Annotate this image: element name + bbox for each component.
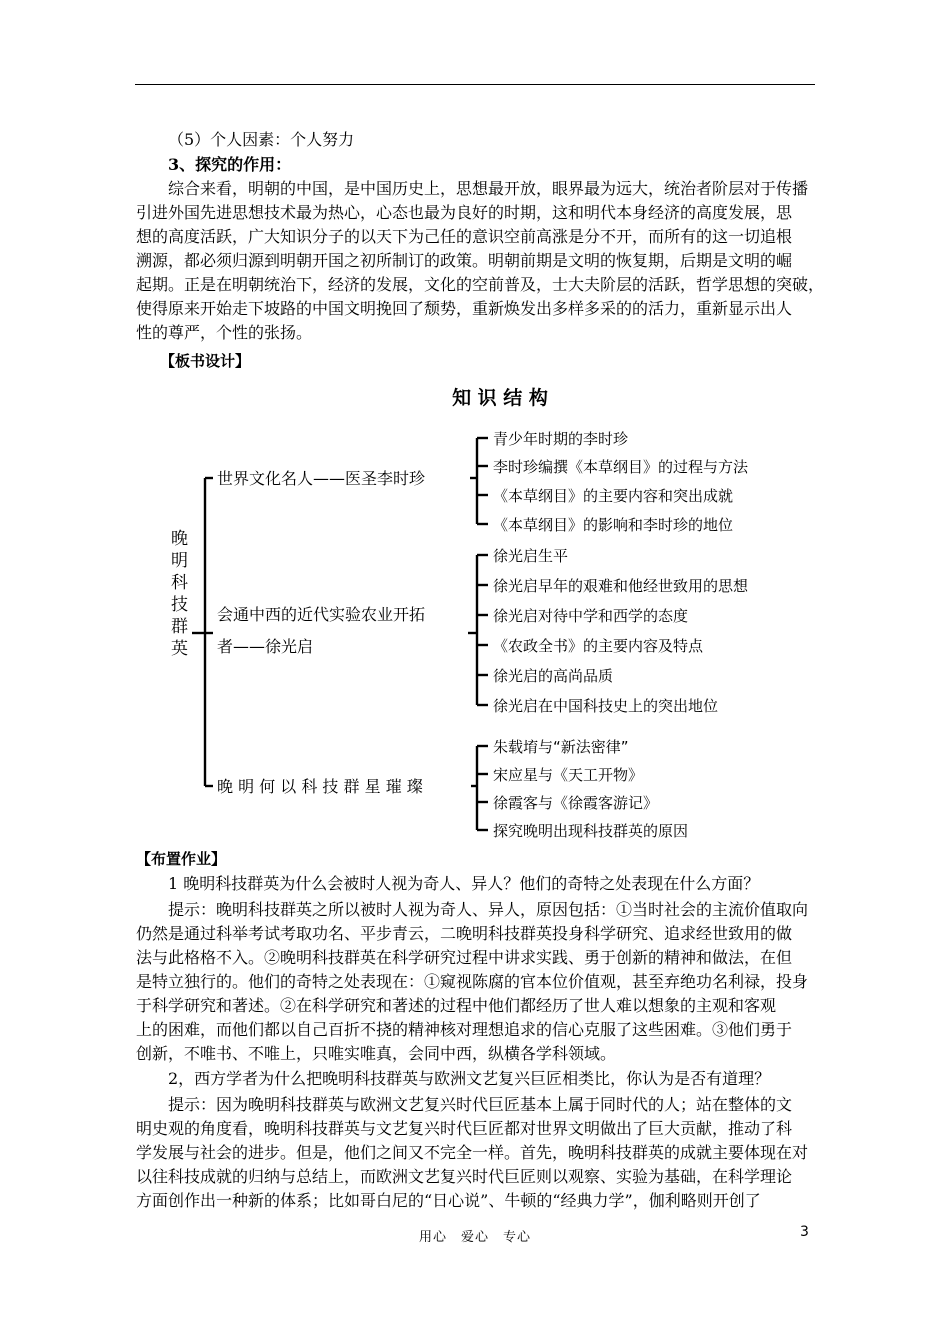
paragraph-line: 想的高度活跃，广大知识分子的以天下为己任的意识空前高涨是分不开，而所有的这一切追根 — [136, 227, 793, 246]
paragraph-line: 溯源，都必须归源到明朝开国之初所制订的政策。明朝前期是文明的恢复期，后期是文明的崛 — [136, 251, 793, 270]
branch-item: 《本草纲目》的主要内容和突出成就 — [493, 487, 734, 505]
branch-item: 李时珍编撰《本草纲目》的过程与方法 — [493, 458, 749, 476]
answer-line: 上的困难，而他们都以自己百折不挠的精神核对理想追求的信心克服了这些困难。③他们勇于 — [136, 1020, 793, 1039]
answer-line: 法与此格格不入。②晚明科技群英在科学研究过程中讲求实践、勇于创新的精神和做法，在但 — [136, 948, 793, 967]
paragraph-line: 综合来看，明朝的中国，是中国历史上，思想最开放，眼界最为远大，统治者阶层对于传播 — [168, 179, 809, 198]
answer-line: 提示：晚明科技群英之所以被时人视为奇人、异人，原因包括：①当时社会的主流价值取向 — [168, 900, 809, 919]
branch-item: 徐霞客与《徐霞客游记》 — [493, 794, 659, 812]
branch-item: 探究晚明出现科技群英的原因 — [493, 822, 689, 840]
answer-line: 明史观的角度看，晚明科技群英与文艺复兴时代巨匠都对世界文明做出了巨大贡献，推动了科 — [136, 1119, 793, 1138]
branch-item: 徐光启生平 — [493, 547, 569, 565]
answer-line: 以往科技成就的归纳与总结上，而欧洲文艺复兴时代巨匠则以观察、实验为基础，在科学理论 — [136, 1167, 793, 1186]
answer-line: 方面创作出一种新的体系；比如哥白尼的“日心说”、牛顿的“经典力学”，伽利略则开创了 — [136, 1191, 761, 1210]
diagram-root: 晚明科技群英 — [167, 529, 187, 661]
branch-item: 《农政全书》的主要内容及特点 — [493, 637, 704, 655]
branch-item: 《本草纲目》的影响和李时珍的地位 — [493, 516, 734, 534]
branch-item: 徐光启在中国科技史上的突出地位 — [493, 697, 719, 715]
paragraph-line: 引进外国先进思想技术最为热心，心态也最为良好的时期，这和明代本身经济的高度发展，思 — [136, 203, 793, 222]
knowledge-structure-diagram — [155, 378, 835, 848]
footer-motto: 用心 爱心 专心 — [418, 1230, 531, 1245]
answer-line: 创新，不唯书、不唯上，只唯实唯真，会同中西，纵横各学科领域。 — [136, 1044, 617, 1063]
diagram-title: 知 识 结 构 — [452, 387, 548, 409]
board-design-tag: 【板书设计】 — [160, 352, 251, 370]
answer-line: 于科学研究和著述。②在科学研究和著述的过程中他们都经历了世人难以想象的主观和客观 — [136, 996, 777, 1015]
branch-item: 朱载堉与“新法密律” — [493, 738, 629, 756]
homework-tag: 【布置作业】 — [136, 850, 227, 868]
paragraph-line: 性的尊严，个性的张扬。 — [136, 323, 313, 342]
branch-item: 徐光启对待中学和西学的态度 — [493, 607, 689, 625]
paragraph-line: 使得原来开始走下坡路的中国文明挽回了颓势，重新焕发出多样多采的的活力，重新显示出人 — [136, 299, 793, 318]
branch-label-xu-guangqi-cont: 者——徐光启 — [217, 637, 314, 656]
question-1: 1 晚明科技群英为什么会被时人视为奇人、异人？他们的奇特之处表现在什么方面？ — [168, 874, 760, 893]
branch-item: 宋应星与《天工开物》 — [493, 766, 644, 784]
branch-label-xu-guangqi: 会通中西的近代实验农业开拓 — [217, 605, 426, 624]
section-heading-3: 3、探究的作用： — [168, 155, 292, 174]
answer-line: 学发展与社会的进步。但是，他们之间又不完全一样。首先，晚明科技群英的成就主要体现在对 — [136, 1143, 809, 1162]
branch-label-li-shizhen: 世界文化名人——医圣李时珍 — [217, 469, 426, 488]
point-5: （5）个人因素：个人努力 — [168, 130, 355, 149]
paragraph-line: 起期。正是在明朝统治下，经济的发展，文化的空前普及，士大夫阶层的活跃，哲学思想的突破， — [136, 275, 825, 294]
header-rule — [135, 84, 815, 85]
answer-line: 仍然是通过科举考试考取功名、平步青云，二晚明科技群英投身科学研究、追求经世致用的做 — [136, 924, 793, 943]
question-2: 2，西方学者为什么把晚明科技群英与欧洲文艺复兴巨匠相类比，你认为是否有道理？ — [168, 1069, 771, 1088]
branch-item: 青少年时期的李时珍 — [493, 430, 629, 448]
branch-item: 徐光启的高尚品质 — [493, 667, 614, 685]
branch-label-late-ming: 晚 明 何 以 科 技 群 星 璀 璨 — [217, 777, 423, 796]
branch-item: 徐光启早年的艰难和他经世致用的思想 — [493, 577, 749, 595]
page-number: 3 — [800, 1224, 809, 1240]
answer-line: 提示：因为晚明科技群英与欧洲文艺复兴时代巨匠基本上属于同时代的人；站在整体的文 — [168, 1095, 793, 1114]
answer-line: 是特立独行的。他们的奇特之处表现在：①窥视陈腐的官本位价值观，甚至弃绝功名利禄，投身 — [136, 972, 809, 991]
